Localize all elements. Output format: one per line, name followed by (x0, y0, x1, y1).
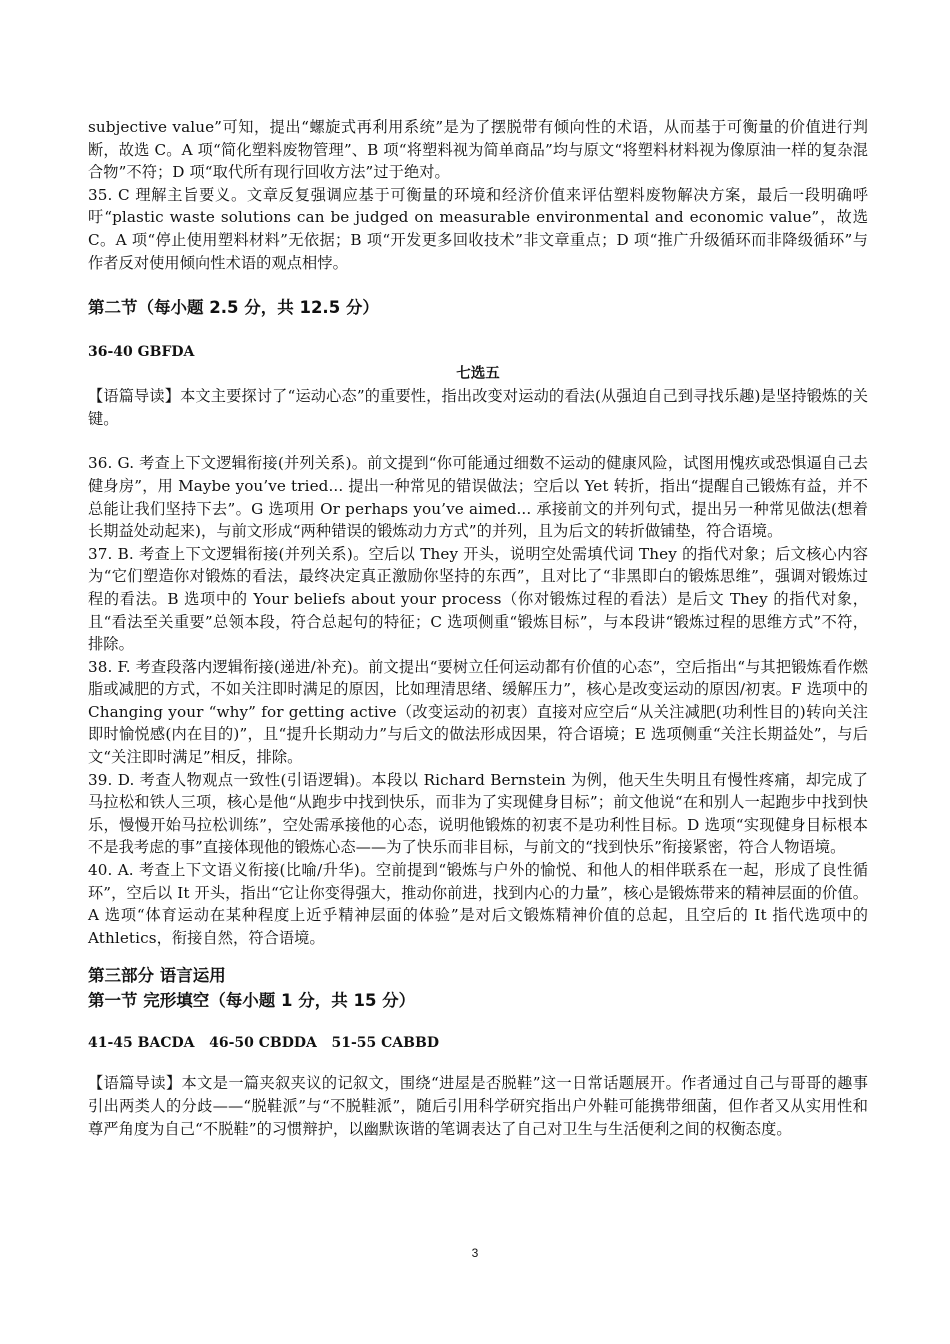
explanation-37: 37. B. 考查上下文逻辑衔接(并列关系)。空后以 They 开头，说明空处需填代词 They 的指代对象；后文核心内容为“它们塑造你对锻炼的看法，最终决定真正激励你坚持的东西”，且对比了“非黑即白的锻炼思维”，强调对锻炼过程的看法。B 选项中的 Your beliefs about your process（你对锻炼过程的看法）是后文 They 的指代对象，且“看法至关重要”总领本段，符合总起句的特征；C 选项侧重“锻炼目标”，与本段讲“锻炼过程的思维方式”不符，排除。 (88, 544, 868, 654)
page-number: 3 (471, 1246, 479, 1260)
heading-qixuanwu: 七选五 (456, 366, 500, 383)
reading-guide-2: 【语篇导读】本文是一篇夹叙夹议的记叙文，围绕“进屋是否脱鞋”这一日常话题展开。作者通过自己与哥哥的趣事引出两类人的分歧——“脱鞋派”与“不脱鞋派”，随后引用科学研究指出户外鞋可能携带细菌，但作者又从实用性和尊严角度为自己“不脱鞋”的习惯辩护，以幽默诙谐的笔调表达了自己对卫生与生活便利之间的权衡态度。 (88, 1074, 868, 1138)
reading-guide-1: 【语篇导读】本文主要探讨了“运动心态”的重要性，指出改变对运动的看法(从强迫自己到寻找乐趣)是坚持锻炼的关键。 (88, 387, 868, 428)
section-2-title: 第二节（每小题 2.5 分，共 12.5 分） (88, 298, 379, 318)
section-1-title: 第一节 完形填空（每小题 1 分，共 15 分） (88, 991, 416, 1011)
paragraph-34-explanation: subjective value”可知，提出“螺旋式再利用系统”是为了摆脱带有倾向性的术语，从而基于可衡量的价值进行判断，故选 C。A 项“简化塑料废物管理”、B 项“将塑料视为简单商品”均与原文“将塑料材料视为像原油一样的复杂混合物”不符；D 项“取代所有现行回收方法”过于绝对。 (88, 118, 868, 182)
answers-36-40: 36-40 GBFDA (88, 344, 195, 361)
explanation-38: 38. F. 考查段落内逻辑衔接(递进/补充)。前文提出“要树立任何运动都有价值的心态”，空后指出“与其把锻炼看作燃脂或减肥的方式，不如关注即时满足的原因，比如理清思绪、缓解压力”，核心是改变运动的原因/初衷。F 选项中的 Changing your “why” for getting active（改变运动的初衷）直接对应空后“从关注减肥(功利性目的)转向关注即时愉悦感(内在目的)”，且“提升长期动力”与后文的做法形成因果，符合语境；E 选项侧重“关注长期益处”，与后文“关注即时满足”相反，排除。 (88, 657, 868, 767)
document-page (88, 116, 868, 1140)
part-3-title: 第三部分 语言运用 (88, 966, 226, 986)
paragraph-35-explanation: 35. C 理解主旨要义。文章反复强调应基于可衡量的环境和经济价值来评估塑料废物解决方案，最后一段明确呼吁“plastic waste solutions can be judged on measurable environmental and economic value”，故选 C。A 项“停止使用塑料材料”无依据；B 项“开发更多回收技术”非文章重点；D 项“推广升级循环而非降级循环”与作者反对使用倾向性术语的观点相悖。 (88, 185, 868, 272)
answers-41-55: 41-45 BACDA 46-50 CBDDA 51-55 CABBD (88, 1035, 439, 1052)
explanation-36: 36. G. 考查上下文逻辑衔接(并列关系)。前文提到“你可能通过细数不运动的健康风险，试图用愧疚或恐惧逼自己去健身房”，用 Maybe you’ve tried... 提出一种常见的错误做法；空后以 Yet 转折，指出“提醒自己锻炼有益，并不总能让我们坚持下去”。G 选项用 Or perhaps you’ve aimed... 承接前文的并列句式，提出另一种常见做法(想着长期益处动起来)，与前文形成“两种错误的锻炼动力方式”的并列，且为后文的转折做铺垫，符合语境。 (88, 454, 868, 541)
explanation-39: 39. D. 考查人物观点一致性(引语逻辑)。本段以 Richard Bernstein 为例，他天生失明且有慢性疼痛，却完成了马拉松和铁人三项，核心是他“从跑步中找到快乐，而非为了实现健身目标”；前文他说“在和别人一起跑步中找到快乐，慢慢开始马拉松训练”，空处需承接他的心态，说明他锻炼的初衷不是功利性目标。D 选项“实现健身目标根本不是我考虑的事”直接体现他的锻炼心态——为了快乐而非目标，与前文的“找到快乐”衔接紧密，符合人物语境。 (88, 770, 868, 857)
explanation-40: 40. A. 考查上下文语义衔接(比喻/升华)。空前提到“锻炼与户外的愉悦、和他人的相伴联系在一起，形成了良性循环”，空后以 It 开头，指出“它让你变得强大，推动你前进，找到内心的力量”，核心是锻炼带来的精神层面的价值。A 选项“体育运动在某种程度上近乎精神层面的体验”是对后文锻炼精神价值的总起，且空后的 It 指代选项中的 Athletics，衔接自然，符合语境。 (88, 861, 868, 947)
